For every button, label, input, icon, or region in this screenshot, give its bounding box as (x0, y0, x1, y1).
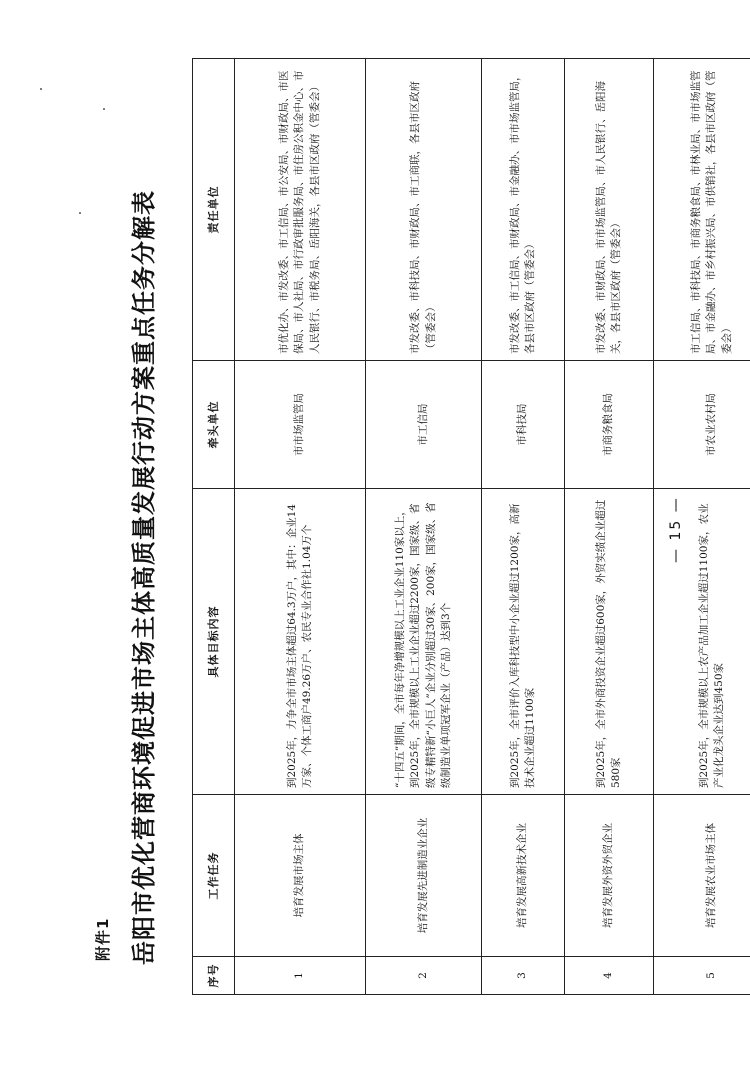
cell-responsible: 市发改委、市工信局、市财政局、市金融办、市市场监管局，各县市区政府（管委会） (482, 59, 565, 361)
cell-target: 到2025年，全市规模以上农产品加工企业超过1100家，农业产业化龙头企业达到450家 (654, 489, 750, 795)
cell-lead: 市农业农村局 (654, 361, 750, 489)
cell-responsible: 市发改委、市财政局、市市场监管局、市人民银行、岳阳海关，各县市区政府（管委会） (565, 59, 654, 361)
cell-responsible: 市优化办、市发改委、市工信局、市公安局、市财政局、市医保局、市人社局、市行政审批服务局、市住房公积金中心、市人民银行、市税务局、岳阳海关，各县市区政府（管委会） (235, 59, 366, 361)
cell-task: 培育发展农业市场主体 (654, 795, 750, 957)
cell-no: 5 (654, 957, 750, 995)
task-breakdown-table (192, 58, 750, 995)
table-row (565, 59, 654, 995)
cell-lead: 市科技局 (482, 361, 565, 489)
table-row (482, 59, 565, 995)
cell-no: 2 (366, 957, 482, 995)
header-target: 具体目标内容 (193, 489, 235, 795)
table-row (366, 59, 482, 995)
header-responsible: 责任单位 (193, 59, 235, 361)
cell-target: 到2025年，全市外商投资企业超过600家，外贸实绩企业超过580家 (565, 489, 654, 795)
cell-no: 3 (482, 957, 565, 995)
cell-responsible: 市工信局、市科技局、市商务粮食局、市林业局、市市场监管局、市金融办、市乡村振兴局、市供销社，各县市区政府（管委会） (654, 59, 750, 361)
header-lead: 牵头单位 (193, 361, 235, 489)
cell-lead: 市工信局 (366, 361, 482, 489)
header-task: 工作任务 (193, 795, 235, 957)
table-header-row (193, 59, 235, 995)
cell-task: 培育发展高新技术企业 (482, 795, 565, 957)
cell-responsible: 市发改委、市科技局、市财政局、市工商联，各县市区政府（管委会） (366, 59, 482, 361)
cell-target: 到2025年，全市评价入库科技型中小企业超过1200家，高新技术企业超过1100家 (482, 489, 565, 795)
attachment-label: 附件1 (94, 917, 112, 961)
cell-no: 4 (565, 957, 654, 995)
header-no: 序号 (193, 957, 235, 995)
page-number: — 15 — (668, 496, 684, 563)
cell-target: 到2025年，力争全市市场主体超过64.3万户，其中：企业14万家、个体工商户49.26万户、农民专业合作社1.04万个 (235, 489, 366, 795)
table-row (235, 59, 366, 995)
cell-task: 培育发展外资外贸企业 (565, 795, 654, 957)
document-title: 岳阳市优化营商环境促进市场主体高质量发展行动方案重点任务分解表 (130, 190, 158, 965)
cell-task: 培育发展先进制造业企业 (366, 795, 482, 957)
cell-lead: 市市场监管局 (235, 361, 366, 489)
cell-task: 培育发展市场主体 (235, 795, 366, 957)
cell-no: 1 (235, 957, 366, 995)
cell-target: “十四五”期间，全市每年净增规模以上工业企业110家以上，到2025年，全市规模以上工业企业超过2200家，国家级、省级专精特新“小巨人”企业分别超过30家、200家，国家级、省级制造业单项冠军企业（产品）达到3个 (366, 489, 482, 795)
cell-lead: 市商务粮食局 (565, 361, 654, 489)
